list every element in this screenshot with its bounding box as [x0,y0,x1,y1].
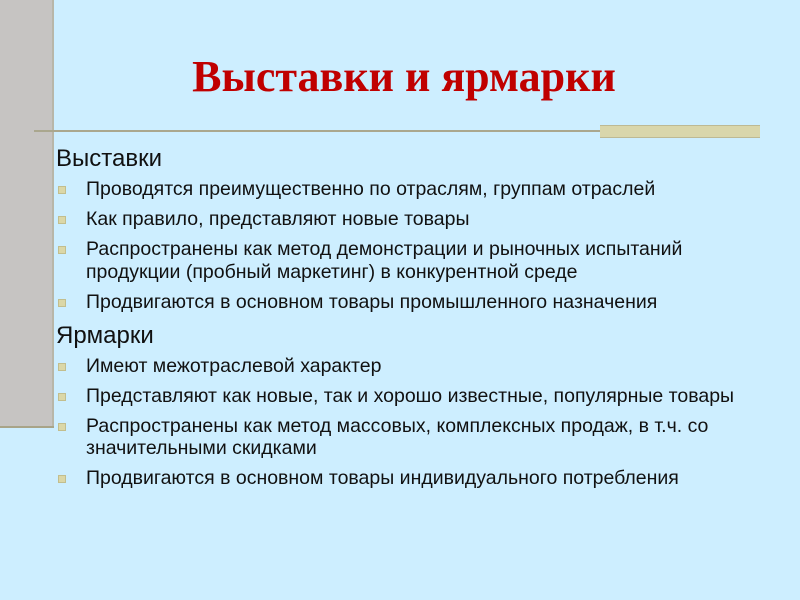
slide-title: Выставки и ярмарки [192,52,616,101]
left-decorative-bar [0,0,52,428]
square-bullet-icon [58,186,66,194]
list-item [56,415,756,460]
fairs-heading: Ярмарки [56,321,154,349]
square-bullet-icon [58,363,66,371]
list-item [56,208,756,231]
fairs-list [56,355,756,490]
list-item-text: Представляют как новые, так и хорошо известные, популярные товары [86,384,735,407]
list-item-text: Распространены как метод демонстрации и рыночных испытаний продукции (пробный маркетинг) в конкурентной среде [86,238,683,283]
square-bullet-icon [58,299,66,307]
list-item-text: Продвигаются в основном товары промышленного назначения [86,290,658,313]
list-item-text: Продвигаются в основном товары индивидуального потребления [86,467,679,489]
exhibitions-heading: Выставки [56,145,162,172]
left-bar-bottom-line [0,426,54,428]
exhibitions-list [56,178,756,313]
list-item [56,355,756,378]
list-item-text: Имеют межотраслевой характер [86,354,382,377]
square-bullet-icon [58,423,66,431]
list-item [56,178,756,201]
square-bullet-icon [58,216,66,224]
slide-body [56,144,756,497]
list-item [56,467,756,490]
list-item-text: Распространены как метод массовых, комплексных продаж, в т.ч. со значительными скидками [86,414,709,459]
square-bullet-icon [58,246,66,254]
list-item-text: Как правило, представляют новые товары [86,208,470,230]
square-bullet-icon [58,475,66,483]
list-item [56,385,756,408]
list-item [56,291,756,314]
list-item-text: Проводятся преимущественно по отраслям, группам отраслей [86,178,656,200]
title-divider-accent [600,125,760,138]
list-item [56,238,756,283]
square-bullet-icon [58,393,66,401]
